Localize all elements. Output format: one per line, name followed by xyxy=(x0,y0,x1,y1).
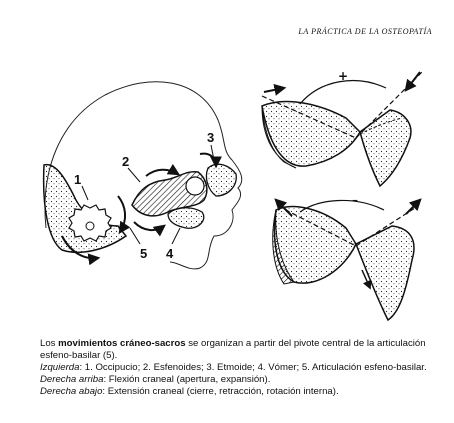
cranio-sacral-illustration xyxy=(0,40,454,335)
caption-intro-bold: movimientos cráneo-sacros xyxy=(58,338,186,349)
label-4: 4 xyxy=(166,246,174,261)
left-arrow-5 xyxy=(134,222,164,230)
caption-upper xyxy=(40,374,440,386)
caption-left-label: Izquierda xyxy=(40,362,80,373)
caption-intro-suffix: se organizan a partir del pivote central de la articulación esfeno-basilar (5). xyxy=(40,338,426,361)
extension-symbol: – xyxy=(352,193,358,207)
caption-intro xyxy=(40,338,440,362)
head-figure xyxy=(44,82,242,269)
caption-upper-label: Derecha arriba xyxy=(40,374,104,385)
occiput-gear xyxy=(69,205,111,241)
caption-lower xyxy=(40,386,440,398)
label-3: 3 xyxy=(207,130,215,145)
caption-lower-label: Derecha abajo xyxy=(40,386,103,397)
figure-caption xyxy=(40,338,440,398)
caption-left xyxy=(40,362,440,374)
vomer-bone xyxy=(168,208,204,229)
flexion-symbol: + xyxy=(338,69,349,83)
extension-diagram xyxy=(273,193,420,320)
label-2: 2 xyxy=(122,154,130,169)
running-header: LA PRÁCTICA DE LA OSTEOPATÍA xyxy=(298,27,432,36)
ethmoid-bone xyxy=(206,164,236,196)
flexion-diagram xyxy=(262,69,422,186)
label-5: 5 xyxy=(140,246,148,261)
caption-upper-text: : Flexión craneal (apertura, expansión). xyxy=(103,374,271,385)
caption-lower-text: : Extensión craneal (cierre, retracción, rotación interna). xyxy=(102,386,339,397)
caption-intro-prefix: Los xyxy=(40,338,59,349)
left-arrow-3 xyxy=(146,170,178,176)
label-1: 1 xyxy=(74,172,82,187)
caption-left-text: : 1. Occipucio; 2. Esfenoides; 3. Etmoide; 4. Vómer; 5. Articulación esfeno-basilar. xyxy=(79,362,427,373)
